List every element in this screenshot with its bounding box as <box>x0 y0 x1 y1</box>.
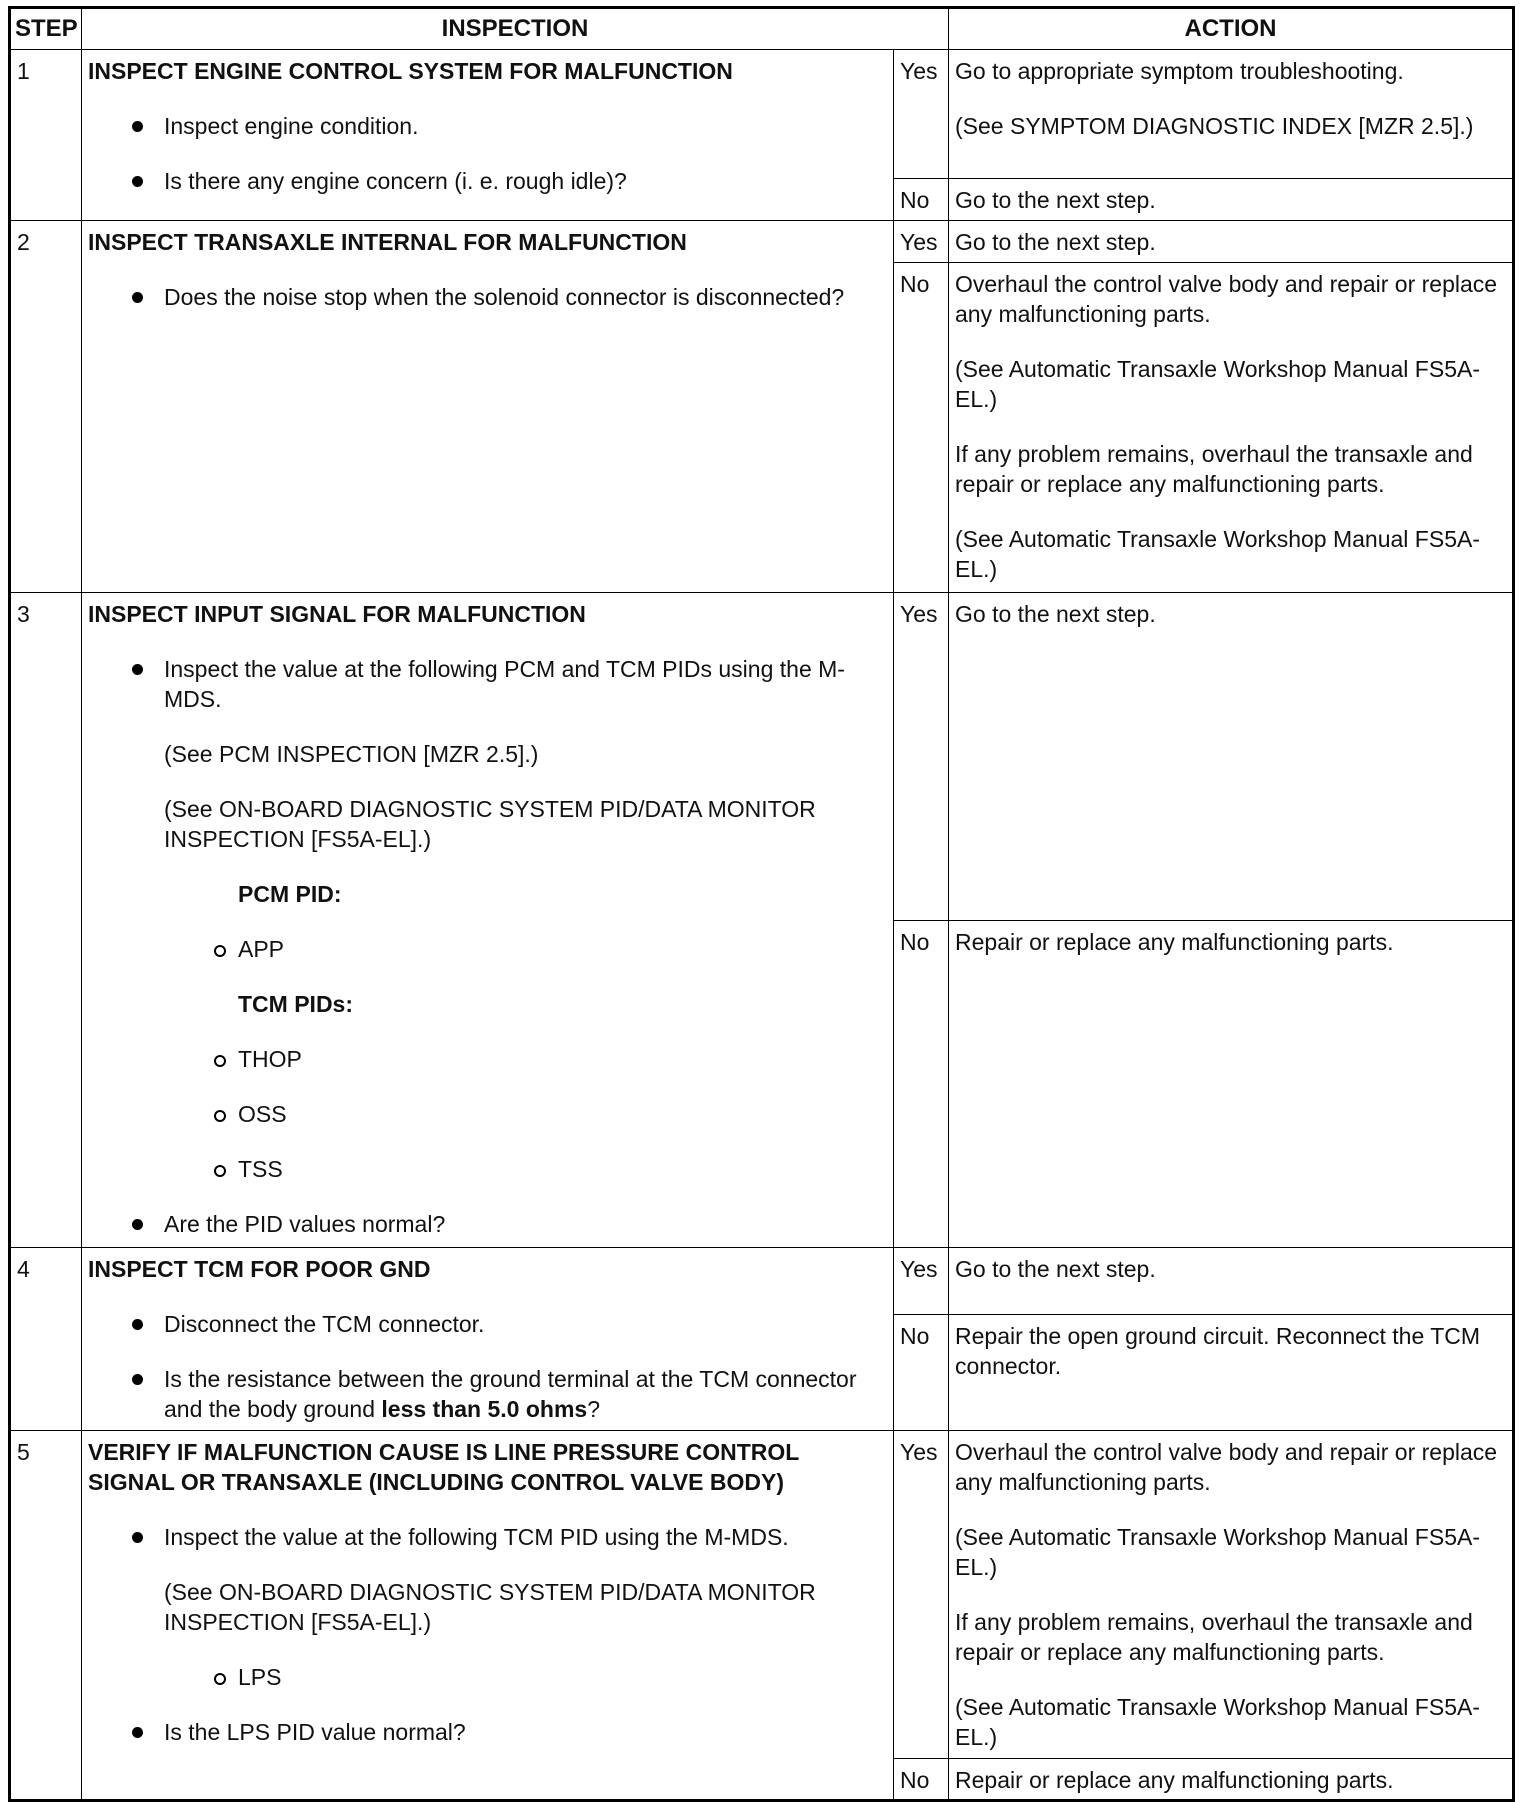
action-text: Go to the next step. <box>955 229 1156 255</box>
bullet-text: ? <box>587 1396 601 1422</box>
yes-action <box>949 1248 1514 1315</box>
bullet-item: Inspect the value at the following TCM PID using the M-MDS. <box>88 1522 887 1552</box>
pcm-pid-header <box>88 879 887 909</box>
action-text: Go to the next step. <box>955 187 1156 213</box>
yes-action <box>949 50 1514 179</box>
action-text: Overhaul the control valve body and repair or replace any malfunctioning parts. <box>955 271 1498 327</box>
action-text: (See SYMPTOM DIAGNOSTIC INDEX [MZR 2.5].) <box>955 113 1474 139</box>
step-number: 2 <box>10 221 82 593</box>
step-2-inspection <box>82 221 894 593</box>
no-label: No <box>894 921 949 1248</box>
step-number: 1 <box>10 50 82 221</box>
header-row <box>10 8 1514 50</box>
diagnostic-table <box>8 6 1515 1802</box>
action-text: Repair or replace any malfunctioning parts. <box>955 929 1394 955</box>
action-text: Repair the open ground circuit. Reconnect the TCM connector. <box>955 1323 1481 1379</box>
pid-item: TSS <box>88 1154 887 1184</box>
pid-item: LPS <box>88 1662 887 1692</box>
action-text: If any problem remains, overhaul the transaxle and repair or replace any malfunctioning parts. <box>955 441 1473 497</box>
bullet-text: Is the resistance between the ground terminal at the TCM connector and the body ground <box>164 1366 857 1422</box>
bullet-item: Is the LPS PID value normal? <box>88 1717 887 1747</box>
action-text: (See Automatic Transaxle Workshop Manual FS5A-EL.) <box>955 1694 1480 1750</box>
step-5-inspection <box>82 1431 894 1801</box>
reference-text: (See ON-BOARD DIAGNOSTIC SYSTEM PID/DATA MONITOR INSPECTION [FS5A-EL].) <box>164 1579 816 1635</box>
step-title: INSPECT TCM FOR POOR GND <box>88 1256 431 1282</box>
step-number: 4 <box>10 1248 82 1431</box>
yes-label: Yes <box>894 1431 949 1759</box>
yes-action <box>949 221 1514 263</box>
header-inspection: INSPECTION <box>82 8 949 50</box>
tcm-pid-header-text: TCM PIDs: <box>238 991 353 1017</box>
pid-item: THOP <box>88 1044 887 1074</box>
step-title: INSPECT TRANSAXLE INTERNAL FOR MALFUNCTION <box>88 229 687 255</box>
action-text: Go to the next step. <box>955 601 1156 627</box>
no-label: No <box>894 263 949 593</box>
step-title: INSPECT INPUT SIGNAL FOR MALFUNCTION <box>88 601 586 627</box>
no-action <box>949 263 1514 593</box>
step-5-yes-row <box>10 1431 1514 1759</box>
yes-label: Yes <box>894 593 949 921</box>
yes-label: Yes <box>894 1248 949 1315</box>
step-2-yes-row <box>10 221 1514 263</box>
header-step: STEP <box>10 8 82 50</box>
step-1-inspection <box>82 50 894 221</box>
bullet-emphasis: less than 5.0 ohms <box>381 1396 588 1422</box>
step-title: INSPECT ENGINE CONTROL SYSTEM FOR MALFUNCTION <box>88 58 733 84</box>
no-action <box>949 921 1514 1248</box>
header-action: ACTION <box>949 8 1514 50</box>
bullet-item: Inspect the value at the following PCM and TCM PIDs using the M-MDS. <box>88 654 887 714</box>
bullet-item <box>88 1364 887 1424</box>
no-action <box>949 1315 1514 1431</box>
bullet-item: Is there any engine concern (i. e. rough idle)? <box>88 166 887 196</box>
step-title: VERIFY IF MALFUNCTION CAUSE IS LINE PRESSURE CONTROL SIGNAL OR TRANSAXLE (INCLUDING CONTROL VALVE BODY) <box>88 1439 799 1495</box>
action-text: If any problem remains, overhaul the transaxle and repair or replace any malfunctioning parts. <box>955 1609 1473 1665</box>
action-text: Go to appropriate symptom troubleshooting. <box>955 58 1404 84</box>
pid-item: OSS <box>88 1099 887 1129</box>
yes-action <box>949 593 1514 921</box>
step-3-inspection <box>82 593 894 1248</box>
bullet-item: Disconnect the TCM connector. <box>88 1309 887 1339</box>
pid-item: APP <box>88 934 887 964</box>
step-4-yes-row <box>10 1248 1514 1315</box>
action-text: Go to the next step. <box>955 1256 1156 1282</box>
action-text: (See Automatic Transaxle Workshop Manual FS5A-EL.) <box>955 1524 1480 1580</box>
step-4-inspection <box>82 1248 894 1431</box>
pcm-pid-header-text: PCM PID: <box>238 881 342 907</box>
yes-action <box>949 1431 1514 1759</box>
step-1-yes-row <box>10 50 1514 179</box>
no-label: No <box>894 179 949 221</box>
action-text: (See Automatic Transaxle Workshop Manual FS5A-EL.) <box>955 526 1480 582</box>
yes-label: Yes <box>894 50 949 179</box>
step-3-yes-row <box>10 593 1514 921</box>
yes-label: Yes <box>894 221 949 263</box>
bullet-item: Inspect engine condition. <box>88 111 887 141</box>
reference-text: (See ON-BOARD DIAGNOSTIC SYSTEM PID/DATA MONITOR INSPECTION [FS5A-EL].) <box>164 796 816 852</box>
step-number: 3 <box>10 593 82 1248</box>
no-action <box>949 179 1514 221</box>
action-text: (See Automatic Transaxle Workshop Manual FS5A-EL.) <box>955 356 1480 412</box>
action-text: Overhaul the control valve body and repair or replace any malfunctioning parts. <box>955 1439 1498 1495</box>
action-text: Repair or replace any malfunctioning parts. <box>955 1767 1394 1793</box>
reference-text: (See PCM INSPECTION [MZR 2.5].) <box>164 741 539 767</box>
no-label: No <box>894 1759 949 1801</box>
tcm-pid-header <box>88 989 887 1019</box>
no-action <box>949 1759 1514 1801</box>
bullet-item: Are the PID values normal? <box>88 1209 887 1239</box>
no-label: No <box>894 1315 949 1431</box>
bullet-item: Does the noise stop when the solenoid connector is disconnected? <box>88 282 887 312</box>
step-number: 5 <box>10 1431 82 1801</box>
